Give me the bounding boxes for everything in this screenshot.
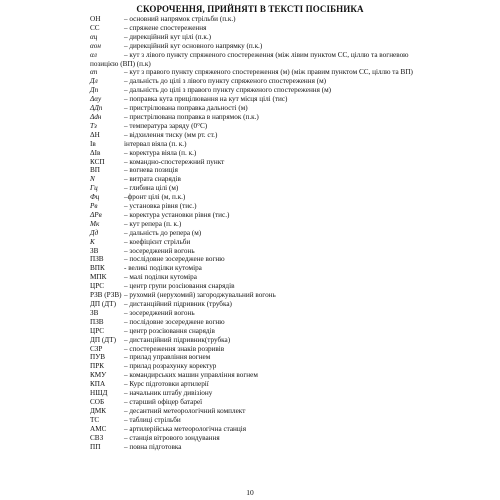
- abbreviation-entry: [90, 140, 420, 149]
- abbreviation-term: Δαу: [90, 95, 102, 104]
- abbreviation-term: ЗВ: [90, 308, 99, 317]
- abbreviation-definition: – коректура віяла (п. к.): [124, 148, 197, 157]
- abbreviation-definition: – послідовне зосереджене вогню: [124, 317, 225, 326]
- abbreviation-definition: – відхилення тиску (мм рт. ст.): [124, 130, 218, 139]
- abbreviation-term: РЗВ (РЗВ): [90, 291, 122, 300]
- abbreviation-definition: – прилад розрахунку коректур: [124, 362, 217, 371]
- abbreviation-term: ΔДп: [90, 104, 103, 113]
- abbreviation-definition: – пристрілювана поправка в напрямок (п.к.): [124, 112, 259, 121]
- abbreviation-definition: – витрата снарядів: [124, 175, 181, 184]
- abbreviation-list: [90, 15, 420, 451]
- abbreviation-entry: [90, 416, 420, 425]
- abbreviation-definition: – десантний метеорологічний комплект: [124, 406, 246, 415]
- abbreviation-term: ПРК: [90, 362, 104, 371]
- abbreviation-entry: [90, 131, 420, 140]
- abbreviation-entry: [90, 300, 420, 309]
- abbreviation-entry: [90, 211, 420, 220]
- abbreviation-term: ПП: [90, 442, 101, 451]
- abbreviation-definition: – спряжене спостереження: [124, 23, 207, 32]
- abbreviation-entry: [90, 318, 420, 327]
- abbreviation-definition: – дистанційний підривник (трубка): [124, 300, 232, 308]
- abbreviation-definition: – послідовне зосереджене вогню: [124, 255, 225, 264]
- abbreviation-term: Мк: [90, 219, 100, 228]
- abbreviation-entry: [90, 24, 420, 33]
- abbreviation-entry: [90, 220, 420, 229]
- abbreviation-term: αон: [90, 41, 101, 50]
- abbreviation-definition: – спостереження знаків розривів: [124, 344, 225, 353]
- abbreviation-term: Тз: [90, 121, 97, 130]
- abbreviation-definition: – основний напрямок стрільби (п.к.): [124, 15, 236, 23]
- abbreviation-entry: [90, 95, 420, 104]
- abbreviation-definition: – малі поділки кутоміра: [124, 273, 197, 282]
- abbreviation-entry: [90, 42, 420, 51]
- abbreviation-term: ПЗВ: [90, 255, 104, 264]
- abbreviation-term: ΔІв: [90, 148, 101, 157]
- abbreviation-term: КСП: [90, 157, 105, 166]
- abbreviation-term: ДП (ДТ): [90, 300, 116, 308]
- abbreviation-term: НШД: [90, 389, 108, 398]
- abbreviation-entry: [90, 229, 420, 238]
- abbreviation-definition: – дирекційний кут основного напрямку (п.к.): [124, 41, 263, 50]
- abbreviation-definition: – температура заряду (0°С): [124, 121, 208, 130]
- abbreviation-term: αп: [90, 68, 98, 77]
- abbreviation-term: Гц: [90, 184, 98, 193]
- abbreviation-entry: [90, 425, 420, 434]
- abbreviation-definition: – глибина цілі (м): [124, 184, 179, 193]
- abbreviation-definition: – кут з лівого пункту спряженого спостереження (між лівим пунктом СС, ціллю та вогневою позицією (ВП) (п.к): [90, 50, 409, 68]
- abbreviation-definition: – дальність до цілі з лівого пункту спряженого спостереження (м): [124, 77, 327, 86]
- abbreviation-definition: – таблиці стрільби: [124, 415, 181, 424]
- abbreviation-term: ДМК: [90, 406, 107, 415]
- abbreviation-definition: – командирських машин управління вогнем: [124, 371, 258, 380]
- abbreviation-entry: [90, 327, 420, 336]
- abbreviation-term: СЗР: [90, 344, 103, 353]
- abbreviation-term: МПК: [90, 273, 107, 282]
- abbreviation-entry: [90, 238, 420, 247]
- page-number: 10: [246, 488, 254, 497]
- abbreviation-entry: [90, 282, 420, 291]
- abbreviation-definition: – пристрілювана поправка дальності (м): [124, 104, 248, 113]
- abbreviation-term: ЦРС: [90, 282, 105, 291]
- abbreviation-term: ДП (ДТ): [90, 335, 116, 344]
- abbreviation-entry: [90, 273, 420, 282]
- abbreviation-definition: – повна підготовка: [124, 442, 182, 451]
- abbreviation-entry: [90, 166, 420, 175]
- abbreviation-definition: – Курс підготовки артилерії: [124, 380, 209, 389]
- abbreviation-term: αл: [90, 50, 97, 59]
- abbreviation-term: К: [90, 237, 95, 246]
- abbreviation-definition: – установка рівня (тис.): [124, 202, 197, 211]
- abbreviation-entry: [90, 51, 420, 69]
- abbreviation-entry: [90, 371, 420, 380]
- page-title: СКОРОЧЕННЯ, ПРИЙНЯТІ В ТЕКСТІ ПОСІБНИКА: [136, 4, 364, 14]
- abbreviation-entry: [90, 380, 420, 389]
- abbreviation-term: ΔН: [90, 130, 100, 139]
- abbreviation-term: ВП: [90, 166, 100, 175]
- abbreviation-entry: [90, 33, 420, 42]
- abbreviation-term: αц: [90, 32, 98, 41]
- abbreviation-term: КМУ: [90, 371, 107, 380]
- abbreviation-entry: [90, 443, 420, 452]
- abbreviation-definition: – старший офіцер батареї: [124, 397, 203, 406]
- abbreviation-definition: – дирекційний кут цілі (п.к.): [124, 32, 212, 41]
- abbreviation-definition: – зосереджений вогонь: [124, 246, 195, 255]
- abbreviation-entry: [90, 149, 420, 158]
- abbreviation-entry: [90, 113, 420, 122]
- abbreviation-entry: [90, 353, 420, 362]
- abbreviation-definition: – прилад управління вогнем: [124, 353, 211, 362]
- abbreviation-term: N: [90, 175, 95, 184]
- abbreviation-entry: [90, 362, 420, 371]
- abbreviation-entry: [90, 398, 420, 407]
- abbreviation-term: Дп: [90, 86, 99, 95]
- abbreviation-entry: [90, 175, 420, 184]
- abbreviation-definition: – центр розсіювання снарядів: [124, 326, 215, 335]
- abbreviation-definition: –фронт цілі (м, п.к.): [124, 193, 186, 202]
- abbreviation-term: СС: [90, 23, 100, 32]
- abbreviation-entry: [90, 202, 420, 211]
- abbreviation-term: ЗВ: [90, 246, 99, 255]
- abbreviation-term: КПА: [90, 380, 106, 389]
- abbreviation-entry: [90, 77, 420, 86]
- abbreviation-entry: [90, 309, 420, 318]
- abbreviation-definition: – начальник штабу дивізіону: [124, 389, 213, 398]
- abbreviation-entry: [90, 86, 420, 95]
- abbreviation-entry: [90, 15, 420, 24]
- abbreviation-definition: – станція вітрового зондування: [124, 433, 220, 442]
- abbreviation-entry: [90, 389, 420, 398]
- abbreviation-entry: [90, 434, 420, 443]
- abbreviation-term: СОБ: [90, 397, 105, 406]
- abbreviation-definition: – зосереджений вогонь: [124, 308, 195, 317]
- abbreviation-entry: [90, 407, 420, 416]
- abbreviation-definition: – дистанційний підривник(трубка): [124, 335, 231, 344]
- abbreviation-term: ΔРв: [90, 210, 102, 219]
- abbreviation-entry: [90, 247, 420, 256]
- abbreviation-definition: – коефіцієнт стрільби: [124, 237, 191, 246]
- abbreviation-entry: [90, 264, 420, 273]
- abbreviation-entry: [90, 345, 420, 354]
- abbreviation-term: ЦРС: [90, 326, 105, 335]
- abbreviation-term: ТС: [90, 415, 100, 424]
- abbreviation-definition: – коректура установки рівня (тис.): [124, 210, 230, 219]
- abbreviation-term: ОН: [90, 15, 101, 23]
- abbreviation-entry: [90, 68, 420, 77]
- abbreviation-term: Ів: [90, 139, 96, 148]
- abbreviation-term: ВПК: [90, 264, 105, 273]
- abbreviation-term: ПЗВ: [90, 317, 104, 326]
- abbreviation-definition: – дальність до цілі з правого пункту спряженого спостереження (м): [124, 86, 332, 95]
- abbreviation-definition: – командно-спостережний пункт: [124, 157, 225, 166]
- abbreviation-definition: – кут з правого пункту спряженого спостереження (м) (між правим пунктом СС, ціллю та ВП): [124, 68, 413, 77]
- abbreviation-definition: – артилерійська метеорологічна станція: [124, 424, 247, 433]
- abbreviation-term: Рв: [90, 202, 98, 211]
- abbreviation-term: СВЗ: [90, 433, 104, 442]
- abbreviation-entry: [90, 122, 420, 131]
- abbreviation-definition: – центр групи розсіювання снарядів: [124, 282, 235, 291]
- abbreviation-definition: – кут репера (п. к.): [124, 219, 182, 228]
- abbreviation-entry: [90, 104, 420, 113]
- abbreviation-entry: [90, 193, 420, 202]
- abbreviation-definition: – вогнева позиція: [124, 166, 178, 175]
- abbreviation-term: ПУВ: [90, 353, 106, 362]
- abbreviation-definition: інтервал віяла (п. к.): [124, 139, 187, 148]
- abbreviation-entry: [90, 158, 420, 167]
- abbreviation-entry: [90, 184, 420, 193]
- abbreviation-term: АМС: [90, 424, 107, 433]
- abbreviation-definition: – поправка кута прицілювання на кут місця цілі (тис): [124, 95, 288, 104]
- abbreviation-definition: - великі поділки кутоміра: [124, 264, 202, 273]
- abbreviation-definition: – дальність до репера (м): [124, 228, 202, 237]
- abbreviation-entry: [90, 336, 420, 345]
- abbreviation-term: Дл: [90, 77, 98, 86]
- abbreviation-term: Дд: [90, 228, 99, 237]
- abbreviation-entry: [90, 291, 420, 300]
- abbreviation-term: Δdн: [90, 112, 102, 121]
- abbreviation-term: Фц: [90, 193, 100, 202]
- abbreviation-entry: [90, 255, 420, 264]
- abbreviation-definition: – рухомий (нерухомий) загороджувальний вогонь: [124, 291, 276, 300]
